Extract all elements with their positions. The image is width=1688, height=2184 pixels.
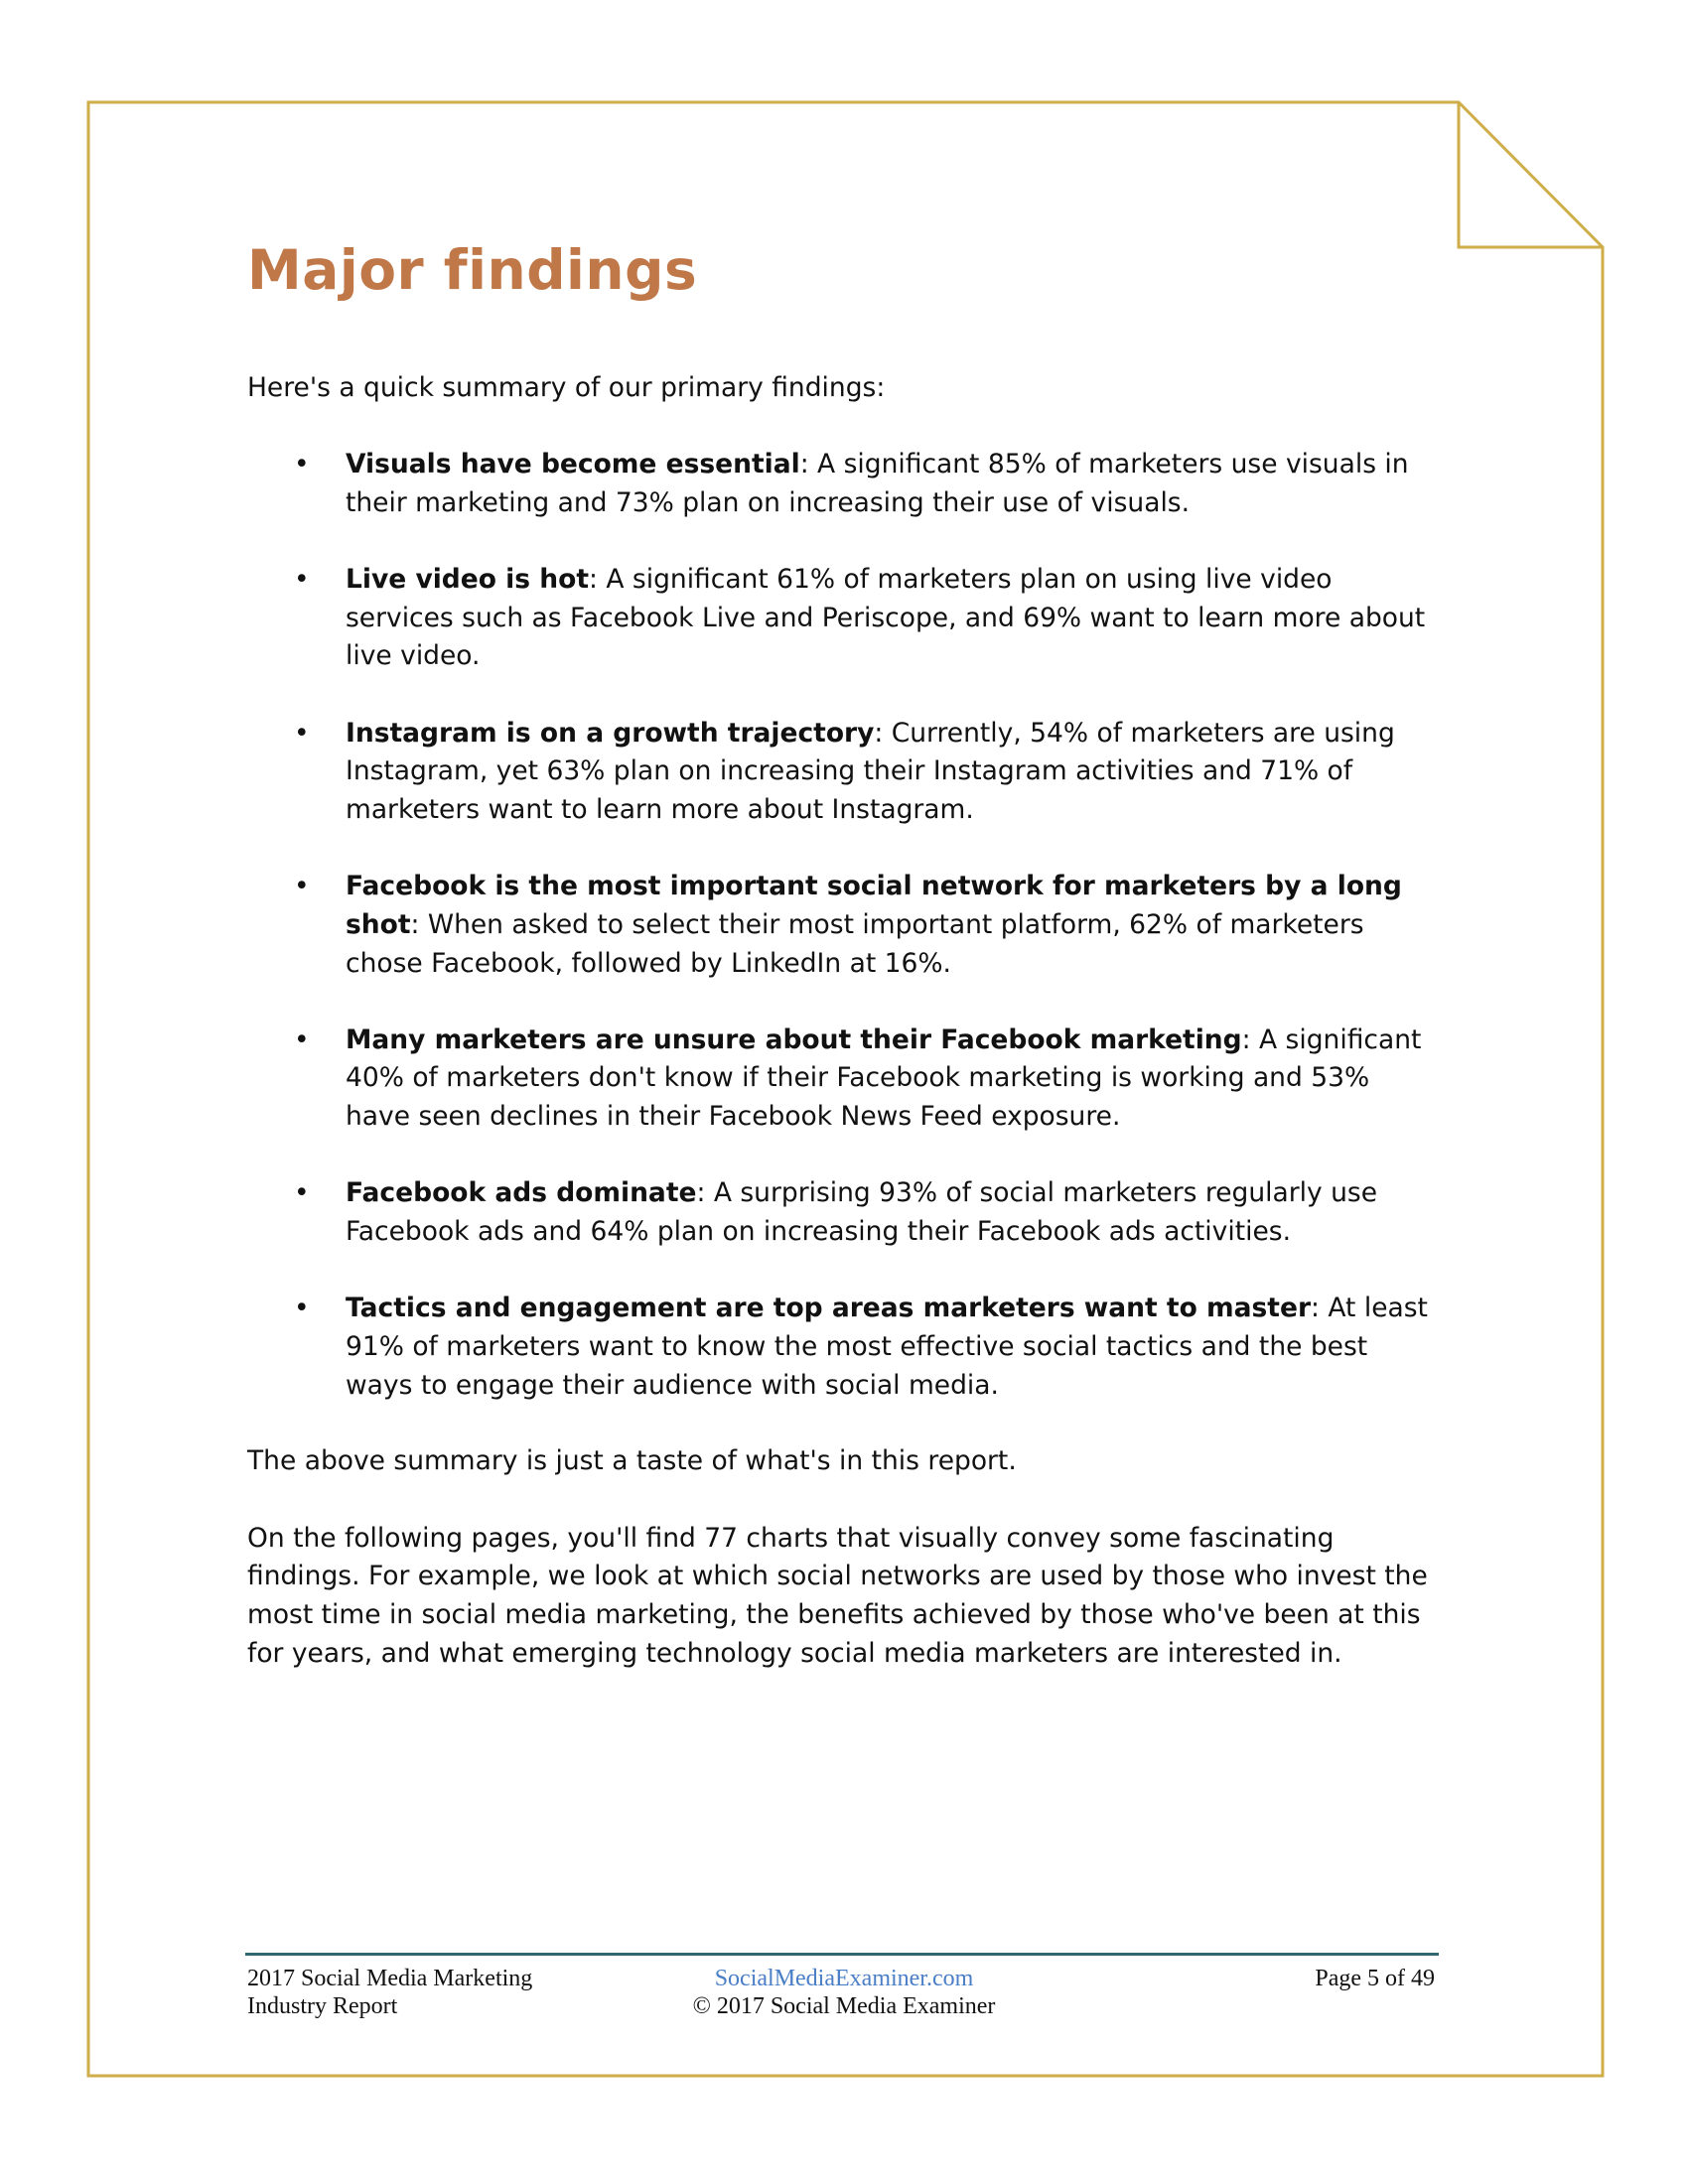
finding-heading: Live video is hot bbox=[346, 563, 589, 595]
finding-heading: Instagram is on a growth trajectory bbox=[346, 717, 875, 749]
finding-text: : Currently, 54% of marketers are using Instagram, yet 63% plan on increasing their Instagram activities and 71% of marketers want to learn more about Instagram. bbox=[346, 717, 1395, 825]
footer-rule bbox=[245, 1953, 1439, 1956]
intro-text: Here's a quick summary of our primary findings: bbox=[247, 372, 886, 403]
bullet: • bbox=[294, 1024, 310, 1055]
finding-item bbox=[247, 715, 1439, 830]
charts-overview: On the following pages, you'll find 77 charts that visually convey some fascinating findings. For example, we look at which social networks are used by those who invest the most time in social media marketing, the benefits achieved by those who've been at this for years, and what emerging technology social media marketers are interested in. bbox=[247, 1522, 1428, 1669]
footer-copyright: © 2017 Social Media Examiner bbox=[692, 1993, 996, 2019]
finding-heading: Many marketers are unsure about their Facebook marketing bbox=[346, 1024, 1242, 1055]
finding-heading: Tactics and engagement are top areas marketers want to master bbox=[346, 1293, 1312, 1324]
summary-note: The above summary is just a taste of what's in this report. bbox=[247, 1445, 1017, 1477]
finding-item bbox=[247, 446, 1439, 522]
footer-report-line2: Industry Report bbox=[247, 1993, 398, 2019]
finding-text: : A significant 40% of marketers don't know if their Facebook marketing is working and 53% have seen declines in their Facebook News Feed exposure. bbox=[346, 1024, 1422, 1133]
finding-text: : At least 91% of marketers want to know the most effective social tactics and the best ways to engage their audience with social media. bbox=[346, 1293, 1428, 1401]
bullet: • bbox=[294, 1293, 310, 1324]
finding-item bbox=[247, 1174, 1439, 1251]
finding-heading: Facebook ads dominate bbox=[346, 1177, 697, 1209]
footer-center bbox=[576, 1965, 1112, 2020]
bullet: • bbox=[294, 1177, 310, 1209]
footer-site-link[interactable]: SocialMediaExaminer.com bbox=[714, 1966, 974, 1991]
finding-text: : A significant 85% of marketers use visuals in their marketing and 73% plan on increasing their use of visuals. bbox=[346, 449, 1409, 518]
finding-heading: Facebook is the most important social network for marketers by a long shot bbox=[346, 871, 1402, 940]
bullet: • bbox=[294, 717, 310, 749]
bullet: • bbox=[294, 871, 310, 902]
page-content bbox=[247, 238, 1439, 1673]
finding-item bbox=[247, 1290, 1439, 1405]
footer-page-number: Page 5 of 49 bbox=[1315, 1966, 1435, 1991]
findings-list bbox=[247, 446, 1439, 1405]
finding-heading: Visuals have become essential bbox=[346, 449, 800, 479]
footer-report-title bbox=[247, 1965, 605, 2020]
page-title: Major findings bbox=[247, 238, 698, 302]
finding-item bbox=[247, 868, 1439, 983]
finding-item bbox=[247, 561, 1439, 676]
bullet: • bbox=[294, 449, 310, 479]
footer-report-line1: 2017 Social Media Marketing bbox=[247, 1966, 533, 1991]
finding-text: : A surprising 93% of social marketers regularly use Facebook ads and 64% plan on increasing their Facebook ads activities. bbox=[346, 1177, 1378, 1248]
finding-text: : A significant 61% of marketers plan on using live video services such as Facebook Live and Periscope, and 69% want to learn more about live video. bbox=[346, 563, 1426, 672]
bullet: • bbox=[294, 563, 310, 595]
finding-item bbox=[247, 1022, 1439, 1137]
finding-text: : When asked to select their most important platform, 62% of marketers chose Facebook, followed by LinkedIn at 16%. bbox=[346, 908, 1364, 979]
